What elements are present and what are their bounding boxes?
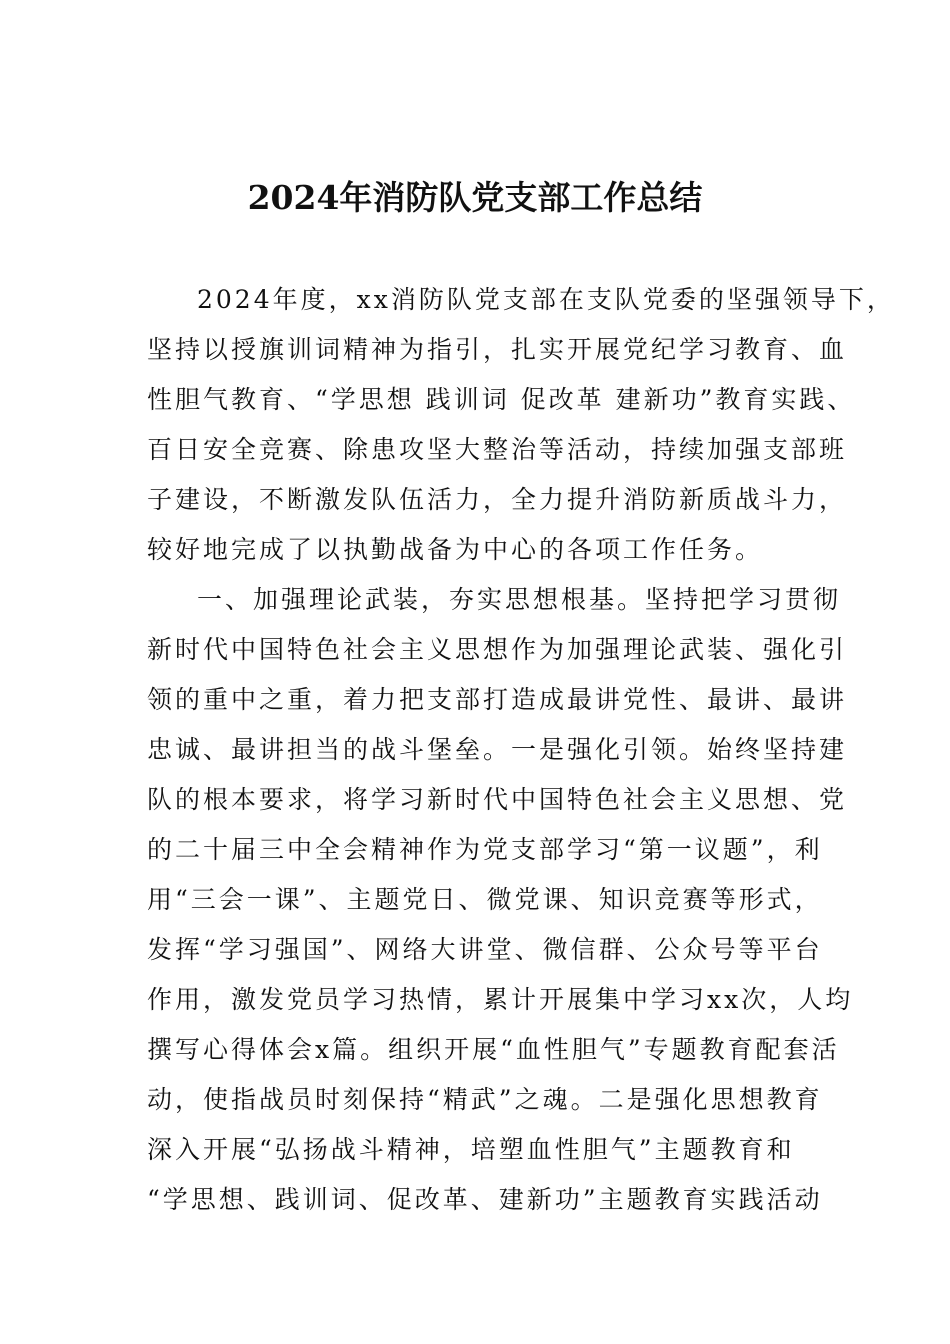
paragraph-line: 领的重中之重，着力把支部打造成最讲党性、最讲、最讲: [147, 685, 848, 714]
paragraph-line: 一、加强理论武装，夯实思想根基。坚持把学习贯彻: [197, 585, 842, 614]
paragraph-line: 子建设，不断激发队伍活力，全力提升消防新质战斗力，: [147, 485, 848, 514]
paragraph-line: 较好地完成了以执勤战备为中心的各项工作任务。: [147, 535, 764, 564]
paragraph-line: 性胆气教育、“学思想 践训词 促改革 建新功”教育实践、: [147, 385, 856, 414]
paragraph-line: 忠诚、最讲担当的战斗堡垒。一是强化引领。始终坚持建: [147, 735, 848, 764]
paragraph-line: 队的根本要求，将学习新时代中国特色社会主义思想、党: [147, 785, 848, 814]
paragraph-line: 百日安全竞赛、除患攻坚大整治等活动，持续加强支部班: [147, 435, 848, 464]
paragraph-line: 撰写心得体会x篇。组织开展“血性胆气”专题教育配套活: [147, 1035, 840, 1064]
document-title: 2024年消防队党支部工作总结: [247, 178, 703, 217]
paragraph-line: 的二十届三中全会精神作为党支部学习“第一议题”，利: [147, 835, 823, 864]
paragraph-line: 深入开展“弘扬战斗精神，培塑血性胆气”主题教育和: [147, 1135, 795, 1164]
paragraph-line: 动，使指战员时刻保持“精武”之魂。二是强化思想教育: [147, 1085, 823, 1114]
paragraph-line: 发挥“学习强国”、网络大讲堂、微信群、公众号等平台: [147, 935, 823, 964]
paragraph-line: “学思想、践训词、促改革、建新功”主题教育实践活动: [147, 1185, 823, 1214]
paragraph-line: 2024年度，xx消防队党支部在支队党委的坚强领导下，: [197, 285, 895, 314]
paragraph-line: 坚持以授旗训词精神为指引，扎实开展党纪学习教育、血: [147, 335, 848, 364]
paragraph-line: 新时代中国特色社会主义思想作为加强理论武装、强化引: [147, 635, 848, 664]
paragraph-line: 用“三会一课”、主题党日、微党课、知识竞赛等形式，: [147, 885, 823, 914]
paragraph-line: 作用，激发党员学习热情，累计开展集中学习xx次，人均: [147, 985, 854, 1014]
